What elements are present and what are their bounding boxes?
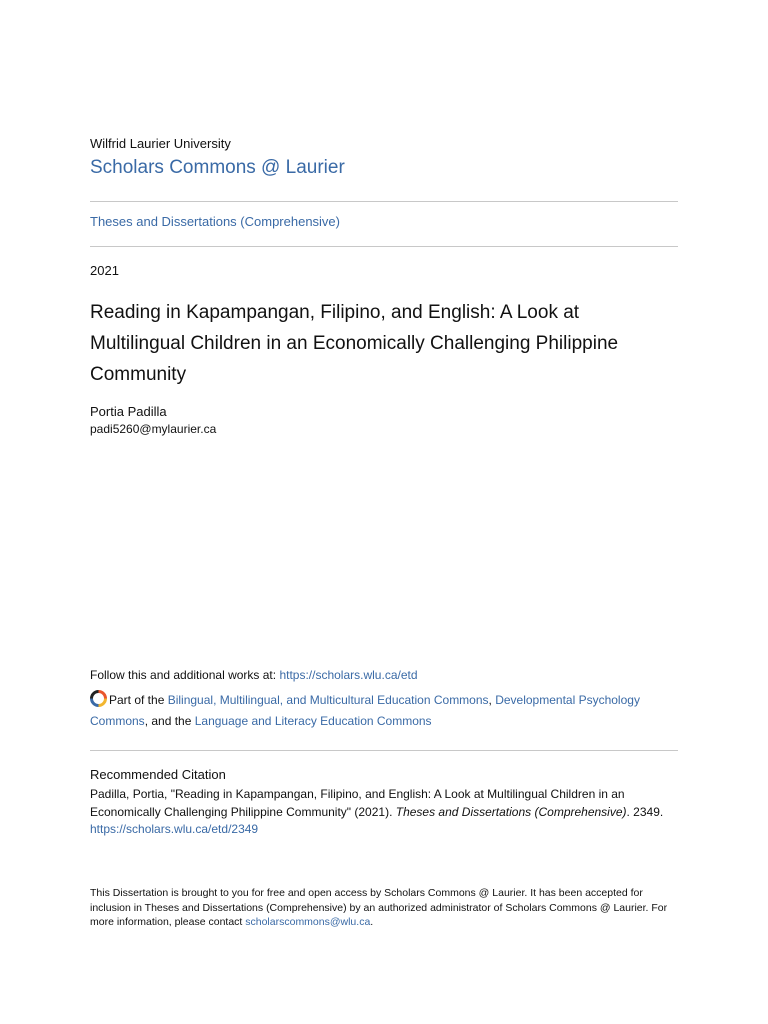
citation-url-link[interactable]: https://scholars.wlu.ca/etd/2349 bbox=[90, 822, 259, 836]
author-name: Portia Padilla bbox=[90, 404, 167, 419]
follow-url-link[interactable]: https://scholars.wlu.ca/etd bbox=[279, 668, 418, 682]
divider-collection bbox=[90, 246, 678, 247]
citation-text bbox=[90, 786, 678, 839]
follow-line bbox=[90, 668, 418, 682]
repository-link[interactable]: Scholars Commons @ Laurier bbox=[90, 157, 345, 178]
citation-series: Theses and Dissertations (Comprehensive) bbox=[395, 804, 627, 819]
follow-label: Follow this and additional works at: bbox=[90, 668, 280, 682]
contact-email-link[interactable]: scholarscommons@wlu.ca bbox=[245, 916, 371, 928]
author-email: padi5260@mylaurier.ca bbox=[90, 422, 217, 436]
collection-link[interactable]: Theses and Dissertations (Comprehensive) bbox=[90, 214, 340, 229]
part-of-line bbox=[90, 690, 678, 732]
part-of-separator-2: , and the bbox=[144, 714, 195, 728]
publication-year: 2021 bbox=[90, 263, 119, 278]
citation-main: Padilla, Portia, "Reading in Kapampangan, Filipino, and English: A Look at Multilingual Children in an Economically Challenging Philippine Community" (2021). bbox=[90, 787, 625, 819]
institution-name: Wilfrid Laurier University bbox=[90, 136, 231, 151]
open-access-icon bbox=[90, 690, 107, 707]
access-notice-end: . bbox=[370, 916, 374, 928]
part-of-prefix: Part of the bbox=[109, 693, 168, 707]
part-of-separator-1: , bbox=[488, 693, 496, 707]
access-notice bbox=[90, 886, 680, 930]
document-title: Reading in Kapampangan, Filipino, and English: A Look at Multilingual Children in an Economically Challenging Philippine Community bbox=[90, 302, 619, 385]
citation-heading: Recommended Citation bbox=[90, 767, 226, 782]
commons-link-developmental-psychology[interactable]: Developmental Psychology Commons bbox=[90, 693, 640, 728]
commons-link-bilingual[interactable]: Bilingual, Multilingual, and Multicultural Education Commons bbox=[167, 693, 489, 707]
divider-citation bbox=[90, 750, 678, 751]
commons-link-language-literacy[interactable]: Language and Literacy Education Commons bbox=[194, 714, 432, 728]
citation-number: . 2349. bbox=[626, 804, 664, 819]
access-notice-text: This Dissertation is brought to you for free and open access by Scholars Commons @ Laurier. It has been accepted for inclusion in Theses and Dissertations (Comprehensive) by an authorized administrator of Scholars Commons @ Laurier. For more information, please contact bbox=[90, 887, 668, 928]
divider-top bbox=[90, 201, 678, 202]
